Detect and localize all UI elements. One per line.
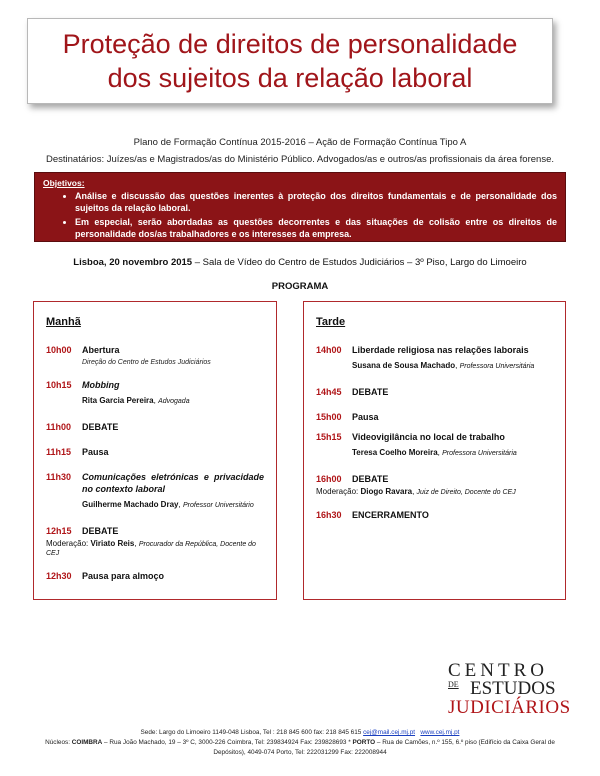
footer-address: Sede: Largo do Limoeiro 1149-048 Lisboa, Tel : 218 845 600 fax: 218 845 615	[140, 729, 364, 736]
slot-label: Pausa	[82, 447, 109, 457]
morning-title: Manhã	[46, 316, 81, 328]
slot-speaker: Guilherme Machado Dray, Professor Universitário	[82, 500, 254, 509]
slot-time: 11h15	[46, 447, 72, 457]
slot-note: Direção do Centro de Estudos Judiciários	[82, 359, 211, 366]
footer-coimbra-address: – Rua João Machado, 19 – 3º C, 3000-226 Coimbra, Tel: 239834924 Fax: 239828693 *	[102, 739, 353, 746]
schedule-slot	[316, 509, 553, 521]
footer	[30, 728, 570, 758]
slot-label: Comunicações eletrónicas e privacidade no contexto laboral	[82, 472, 264, 494]
moderator-role: Juiz de Direito, Docente do CEJ	[416, 489, 516, 496]
event-date: Lisboa, 20 novembro 2015	[73, 257, 193, 268]
logo-line-centro: CENTRO	[448, 660, 548, 681]
slot-speaker: Susana de Sousa Machado, Professora Universitária	[352, 361, 535, 370]
schedule-slot	[46, 379, 264, 408]
slot-time: 15h15	[316, 432, 342, 442]
footer-nucleos-label: Núcleos:	[45, 739, 72, 746]
logo-line-de: DE	[448, 680, 459, 689]
objective-item: • Análise e discussão das questões inerentes à proteção dos direitos fundamentais e de personalidade dos sujeitos da relação laboral.	[75, 190, 557, 214]
slot-label: Abertura	[82, 345, 120, 355]
footer-coimbra: COIMBRA	[71, 739, 103, 746]
slot-time: 12h15	[46, 526, 72, 536]
footer-line-2	[30, 738, 570, 758]
speaker-name: Guilherme Machado Dray	[82, 500, 179, 509]
programa-heading: PROGRAMA	[271, 281, 329, 292]
slot-label: DEBATE	[352, 474, 389, 484]
audience-line: Destinatários: Juízes/as e Magistrados/as do Ministério Público. Advogados/as e outros/as profissionais da área forense.	[46, 154, 554, 165]
speaker-role: Professora Universitária	[442, 450, 517, 457]
moderator-prefix: Moderação:	[316, 487, 359, 496]
speaker-name: Teresa Coelho Moreira	[352, 448, 438, 457]
slot-label: DEBATE	[82, 526, 119, 536]
footer-site-link[interactable]: www.cej.mj.pt	[420, 729, 460, 736]
page-title: Proteção de direitos de personalidade dos sujeitos da relação laboral	[62, 29, 518, 93]
slot-label: Liberdade religiosa nas relações laborais	[352, 345, 529, 355]
speaker-role: Advogada	[158, 398, 190, 405]
schedule-slot	[46, 421, 264, 433]
title-box	[27, 18, 553, 104]
moderator-name: Diogo Ravara	[360, 487, 413, 496]
speaker-role: Professor Universitário	[182, 502, 254, 509]
speaker-role: Professora Universitária	[459, 363, 535, 370]
moderator-prefix: Moderação:	[46, 539, 89, 548]
logo-line-judiciarios: JUDICIÁRIOS	[448, 697, 571, 718]
slot-label: Pausa	[352, 412, 379, 422]
schedule-slot	[316, 473, 553, 496]
moderator-name: Viriato Reis	[90, 539, 135, 548]
logo-line-estudos: ESTUDOS	[470, 678, 556, 699]
schedule-slot	[316, 386, 553, 398]
slot-label: Videovigilância no local de trabalho	[352, 432, 505, 442]
slot-time: 11h00	[46, 422, 72, 432]
slot-time: 14h00	[316, 345, 342, 355]
schedule-slot	[46, 570, 264, 582]
event-place	[0, 257, 600, 268]
slot-label: Mobbing	[82, 380, 120, 390]
plan-line: Plano de Formação Contínua 2015-2016 – Ação de Formação Contínua Tipo A	[133, 137, 467, 148]
footer-line-1	[30, 728, 570, 738]
footer-porto-address: – Rua de Camões, n.º 155, 6.º piso (Edifício da Caixa Geral de Depósitos), 4049-074 Porto, Tel: 222031299 Fax: 222008944	[213, 739, 555, 756]
objective-item: • Em especial, serão abordadas as questões decorrentes e das situações de colisão entre os direitos de personalidade dos/as trabalhadores e os interesses da empresa.	[75, 216, 557, 240]
slot-label: DEBATE	[352, 387, 389, 397]
schedule-slot	[46, 344, 264, 366]
slot-time: 11h30	[46, 472, 72, 482]
schedule-slot	[316, 411, 553, 423]
slot-speaker: Teresa Coelho Moreira, Professora Universitária	[352, 448, 517, 457]
schedule-slot	[46, 471, 264, 512]
slot-speaker: Rita Garcia Pereira, Advogada	[82, 396, 190, 405]
event-location: – Sala de Vídeo do Centro de Estudos Judiciários – 3º Piso, Largo do Limoeiro	[192, 257, 527, 268]
moderator-role: Procurador da República, Docente do CEJ	[46, 541, 256, 557]
slot-time: 14h45	[316, 387, 342, 397]
slot-label: Pausa para almoço	[82, 571, 165, 581]
objectives-box	[34, 172, 566, 242]
morning-panel	[33, 301, 277, 600]
afternoon-panel	[303, 301, 566, 600]
cej-logo	[420, 660, 570, 720]
speaker-name: Susana de Sousa Machado	[352, 361, 456, 370]
slot-label: ENCERRAMENTO	[352, 510, 429, 520]
slot-moderator: Moderação: Diogo Ravara, Juiz de Direito, Docente do CEJ	[316, 487, 516, 496]
footer-porto: PORTO	[352, 739, 376, 746]
slot-time: 16h30	[316, 510, 342, 520]
slot-time: 15h00	[316, 412, 342, 422]
footer-email-link[interactable]: cej@mail.cej.mj.pt	[363, 729, 416, 736]
slot-time: 16h00	[316, 474, 342, 484]
slot-time: 10h00	[46, 345, 72, 355]
afternoon-title: Tarde	[316, 316, 346, 328]
objectives-heading: Objetivos:	[43, 178, 85, 188]
slot-time: 12h30	[46, 571, 72, 581]
schedule-slot	[46, 446, 264, 458]
speaker-name: Rita Garcia Pereira	[82, 396, 154, 405]
schedule-slot	[316, 431, 553, 460]
schedule-slot	[316, 344, 553, 373]
slot-label: DEBATE	[82, 422, 119, 432]
objectives-list	[43, 190, 557, 240]
slot-moderator: Moderação: Viriato Reis, Procurador da República, Docente do CEJ	[46, 539, 256, 557]
schedule-slot	[46, 525, 264, 557]
slot-time: 10h15	[46, 380, 72, 390]
